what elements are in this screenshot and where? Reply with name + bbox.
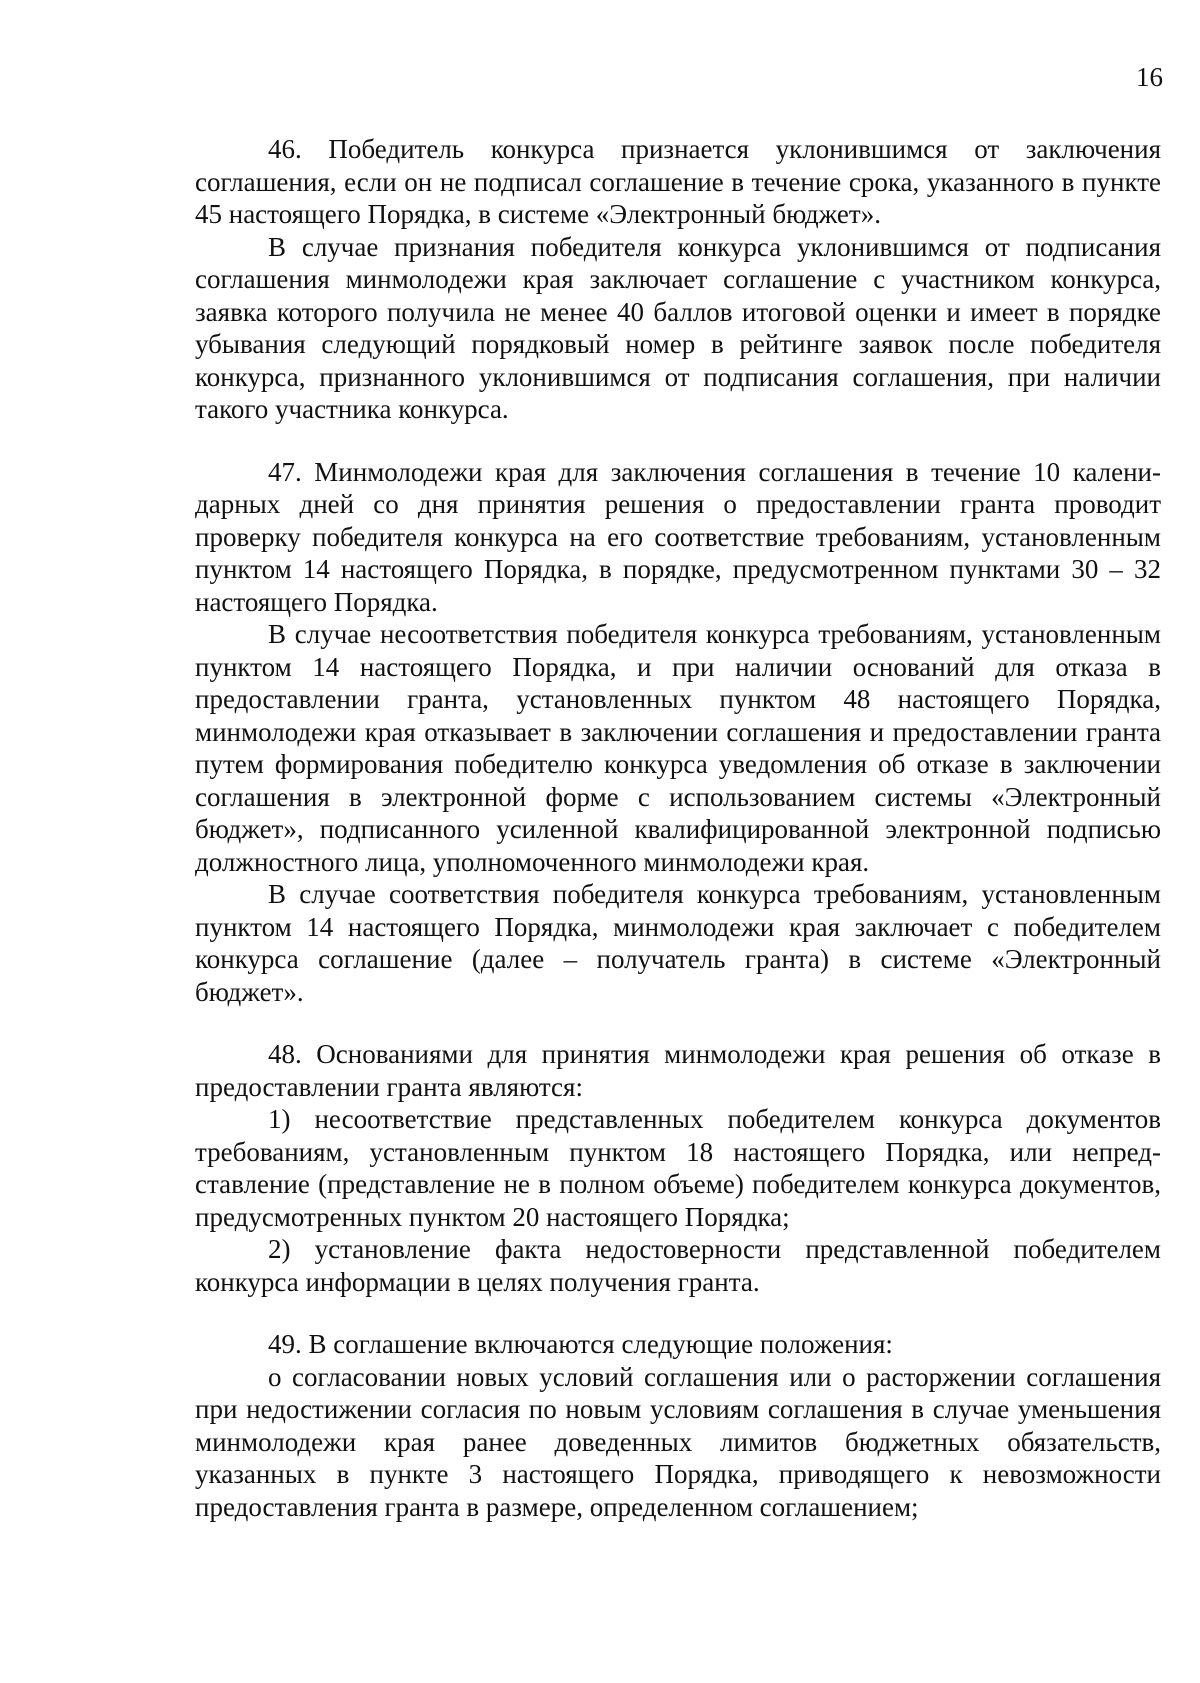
paragraph-48-item-1: 1) несоответствие представленных победителем конкурса документов требованиям, установленным пунктом 18 настоящего Порядка, или непредставление (представление не в полном объеме) победителем конкурса документов, предусмотренных пунктом 20 настоящего Порядка; [195, 1104, 1161, 1232]
document-body [195, 133, 1161, 1523]
paragraph-47-noncompliance: В случае несоответствия победителя конкурса требованиям, установленным пунктом 14 настоящего Порядка, и при наличии оснований для отказа в предоставлении гранта, установленных пунктом 48 настоящего Порядка, минмолодежи края отказывает в заключении соглашения и предоставлении гранта путем формирования победителю конкурса уведомления об отказе в заключении соглашения в электронной форме с использованием системы «Электронный бюджет», подписанного усиленной квалифицированной электронной подписью должностного лица, уполномоченного минмолодежи края. [195, 619, 1161, 877]
paragraph-49-provision: о согласовании новых условий соглашения или о расторжении соглашения при недостижении согласия по новым условиям соглашения в случае уменьшения минмолодежи края ранее доведенных лимитов бюджетных обязательств, указанных в пункте 3 настоящего Порядка, приводящего к невозможности предоставления гранта в размере, определенном соглашением; [195, 1361, 1161, 1522]
paragraph-46-cont: В случае признания победителя конкурса уклонившимся от подписания соглашения минмолодежи края заключает соглашение с участником конкурса, заявка которого получила не менее 40 баллов итоговой оценки и имеет в порядке убывания следующий порядковый номер в рейтинге заявок после победителя конкурса, признанного уклонившимся от подписания соглашения, при наличии такого участника конкурса. [195, 231, 1161, 424]
paragraph-48: 48. Основаниями для принятия минмолодежи края решения об отказе в предоставлении гранта являются: [195, 1039, 1161, 1102]
paragraph-48-item-2: 2) установление факта недостоверности представленной победителем конкурса информации в целях получения гранта. [195, 1234, 1161, 1297]
page-number: 16 [1136, 62, 1163, 92]
paragraph-46: 46. Победитель конкурса признается уклонившимся от заключения соглашения, если он не подписал соглашение в течение срока, указанного в пункте 45 настоящего Порядка, в системе «Электронный бюджет». [195, 134, 1161, 229]
paragraph-47-compliance: В случае соответствия победителя конкурса требованиям, установленным пунктом 14 настоящего Порядка, минмолодежи края заключает с победителем конкурса соглашение (далее – получатель гранта) в системе «Электронный бюджет». [195, 879, 1161, 1007]
paragraph-49: 49. В соглашение включаются следующие положения: [268, 1329, 893, 1359]
paragraph-47: 47. Минмолодежи края для заключения соглашения в течение 10 каленидарных дней со дня принятия решения о предоставлении гранта проводит проверку победителя конкурса на его соответствие требованиям, установленным пунктом 14 настоящего Порядка, в порядке, предусмотренном пунктами 30 – 32 настоящего Порядка. [195, 456, 1161, 617]
